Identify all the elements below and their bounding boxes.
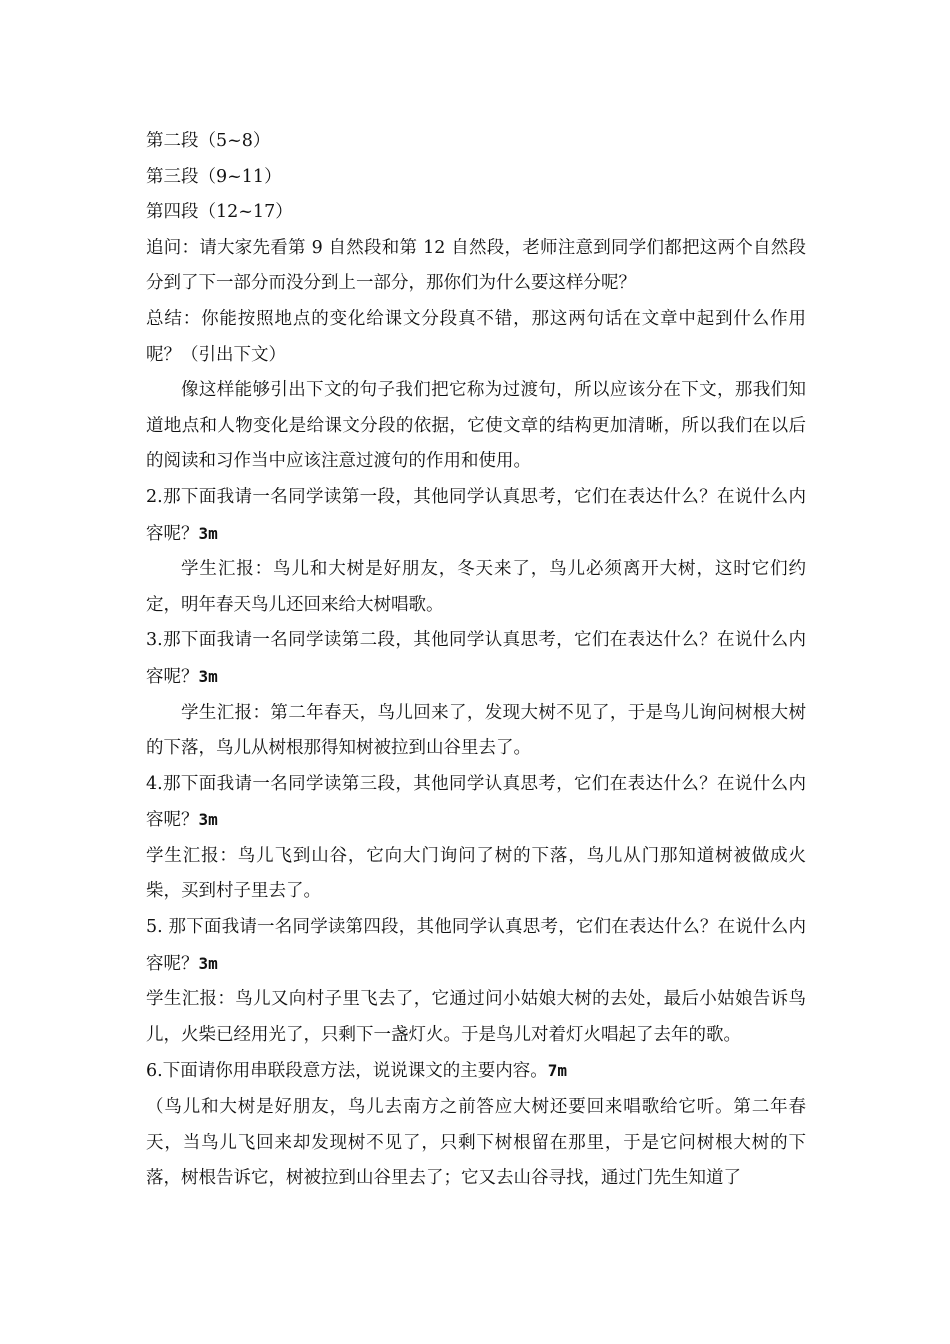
paragraph-text: 4.那下面我请一名同学读第三段，其他同学认真思考，它们在表达什么？在说什么内容呢？ xyxy=(146,773,806,831)
paragraph-text: 像这样能够引出下文的句子我们把它称为过渡句，所以应该分在下文，那我们知道地点和人物变化是给课文分段的依据，它使文章的结构更加清晰，所以我们在以后的阅读和习作当中应该注意过渡句的作用和使用。 xyxy=(146,380,806,472)
paragraph xyxy=(146,302,806,373)
time-mark: 3m xyxy=(198,523,218,543)
time-mark: 3m xyxy=(198,953,218,973)
paragraph-text: （鸟儿和大树是好朋友，鸟儿去南方之前答应大树还要回来唱歌给它听。第二年春天，当鸟儿飞回来却发现树不见了，只剩下树根留在那里，于是它问树根大树的下落，树根告诉它，树被拉到山谷里去了；它又去山谷寻找，通过门先生知道了 xyxy=(146,1097,806,1189)
paragraph-text: 追问：请大家先看第 9 自然段和第 12 自然段，老师注意到同学们都把这两个自然段分到了下一部分而没分到上一部分，那你们为什么要这样分呢？ xyxy=(146,237,806,294)
paragraph xyxy=(146,480,806,552)
paragraph xyxy=(146,623,806,695)
paragraph-text: 学生汇报：鸟儿又向村子里飞去了，它通过问小姑娘大树的去处，最后小姑娘告诉鸟儿，火柴已经用光了，只剩下一盏灯火。于是鸟儿对着灯火唱起了去年的歌。 xyxy=(146,989,806,1045)
paragraph-text: 第四段（12~17） xyxy=(146,202,293,223)
paragraph-text: 总结：你能按照地点的变化给课文分段真不错，那这两句话在文章中起到什么作用呢？（引出下文） xyxy=(146,308,806,365)
time-mark: 3m xyxy=(198,666,218,686)
paragraph-text: 第二段（5~8） xyxy=(146,131,271,151)
paragraph xyxy=(146,696,806,767)
document-body xyxy=(146,124,806,1197)
paragraph xyxy=(146,1053,806,1090)
paragraph xyxy=(146,124,806,160)
paragraph xyxy=(146,910,806,982)
paragraph xyxy=(146,160,806,196)
paragraph-text: 学生汇报：鸟儿飞到山谷，它向大门询问了树的下落，鸟儿从门那知道树被做成火柴，买到村子里去了。 xyxy=(146,845,806,902)
paragraph xyxy=(146,552,806,623)
paragraph xyxy=(146,1090,806,1197)
paragraph-text: 学生汇报：鸟儿和大树是好朋友，冬天来了，鸟儿必须离开大树，这时它们约定，明年春天鸟儿还回来给大树唱歌。 xyxy=(146,559,806,615)
paragraph xyxy=(146,767,806,839)
paragraph xyxy=(146,982,806,1053)
paragraph-text: 6.下面请你用串联段意方法，说说课文的主要内容。 xyxy=(146,1061,548,1082)
paragraph xyxy=(146,839,806,910)
paragraph-text: 3.那下面我请一名同学读第二段，其他同学认真思考，它们在表达什么？在说什么内容呢？ xyxy=(146,630,806,687)
time-mark: 3m xyxy=(198,810,218,830)
paragraph xyxy=(146,373,806,480)
paragraph-text: 2.那下面我请一名同学读第一段，其他同学认真思考，它们在表达什么？在说什么内容呢？ xyxy=(146,486,806,544)
paragraph-text: 学生汇报：第二年春天，鸟儿回来了，发现大树不见了，于是鸟儿询问树根大树的下落，鸟儿从树根那得知树被拉到山谷里去了。 xyxy=(146,702,806,759)
paragraph xyxy=(146,231,806,302)
paragraph-text: 5. 那下面我请一名同学读第四段，其他同学认真思考，它们在表达什么？在说什么内容呢？ xyxy=(146,917,806,974)
paragraph-text: 第三段（9~11） xyxy=(146,166,282,187)
time-mark: 7m xyxy=(547,1061,567,1081)
paragraph xyxy=(146,195,806,231)
